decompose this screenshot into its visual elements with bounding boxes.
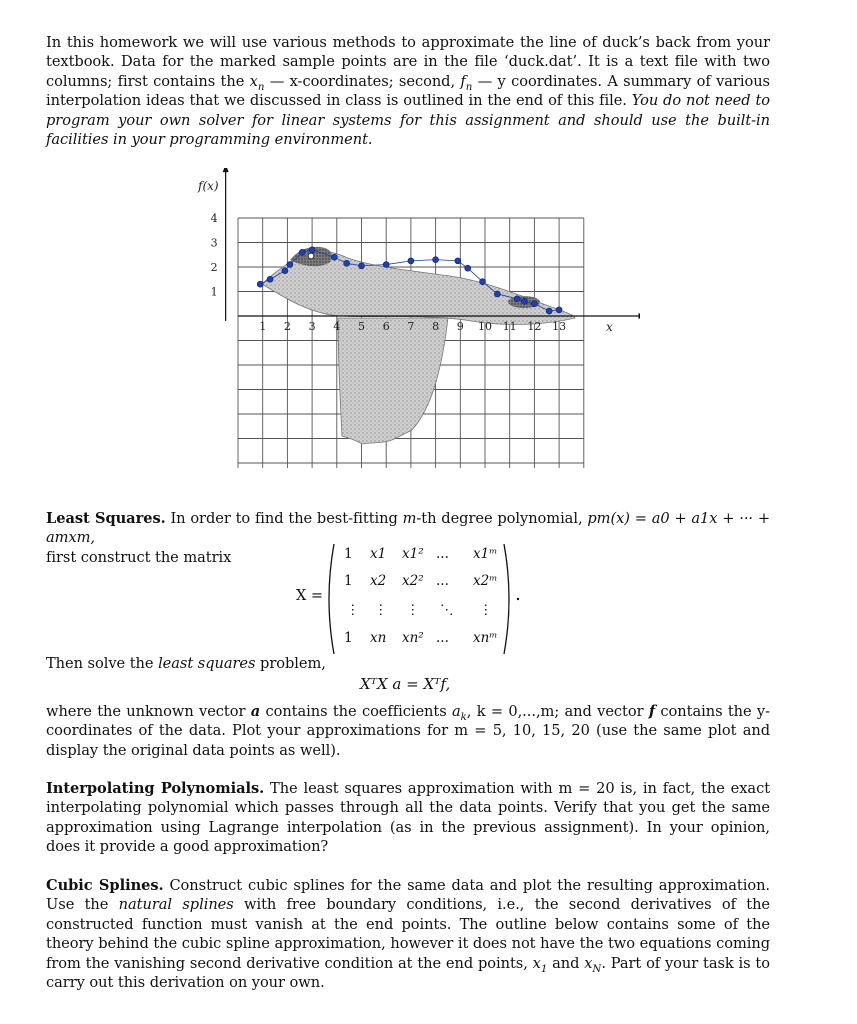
data-point	[514, 296, 520, 302]
matrix-r3c1: ⋮	[346, 602, 360, 618]
data-point	[359, 263, 365, 269]
ls-m: m	[402, 510, 417, 527]
cubic-text-3: with free boundary conditions, i.e., the second derivatives of the constructed function must vanish at the end points. The outline below contains some of the theory behind the cubic spline approximation, however it does not have the two equations coming from the vanishing second derivative condition at the end points,	[46, 896, 771, 972]
y-tick-label: 3	[210, 236, 218, 250]
data-point	[257, 281, 263, 287]
matrix-r1c5: x1ᵐ	[473, 546, 498, 562]
y-tick-label: 1	[210, 285, 218, 299]
x-tick-label: 4	[333, 320, 341, 333]
normal-equation: XᵀX a = Xᵀf,	[360, 675, 451, 693]
xN-symbol: $x_N$	[584, 954, 602, 975]
ls-text-3: first construct the matrix	[46, 548, 232, 566]
where-text-1: where the unknown vector	[46, 703, 251, 720]
x-tick-label: 2	[283, 320, 291, 333]
x-tick-label: 3	[308, 320, 316, 333]
ls-poly: pm(x) = a0 + a1x + ··· + amxm,	[46, 510, 770, 547]
x-tick-label: 10	[478, 320, 492, 333]
x-tick-label: 7	[407, 320, 415, 333]
ls-text-1: In order to find the best-fitting	[165, 510, 403, 527]
matrix-r2c1: 1	[344, 573, 353, 589]
matrix-r1c1: 1	[344, 546, 353, 562]
vector-a: a	[250, 703, 261, 720]
intro-text-2: — x-coordinates; second,	[264, 72, 461, 90]
fn-symbol: $f_n$	[460, 72, 473, 93]
data-point	[344, 260, 350, 266]
x-tick-label: 1	[259, 320, 267, 333]
interpolating-body: The least squares approximation with m = 20 is, in fact, the exact interpolating polynomial which passes through all the data points. Verify that you get the same approximation using Lagrange interpolation (as in the previous assignment). In your opinion, does it provide a good approximation?	[46, 780, 771, 856]
data-point	[433, 257, 439, 263]
x-tick-label: 8	[432, 320, 440, 333]
duck-plot	[190, 168, 640, 468]
data-point	[287, 262, 293, 268]
data-point	[309, 247, 315, 253]
intro-text-1: In this homework we will use various methods to approximate the line of duck’s back from your textbook. Data for the marked sample points are in the file ‘duck.dat’. It is a text file with two columns; first contains the	[46, 34, 770, 90]
data-point	[531, 301, 537, 307]
matrix-r3c5: ⋮	[479, 602, 493, 618]
where-text-2: contains the coefficients	[260, 703, 452, 720]
intro-paragraph	[46, 33, 770, 149]
matrix-r4c2: xn	[370, 630, 387, 646]
x-tick-label: 11	[502, 320, 517, 333]
matrix-r3c2: ⋮	[374, 602, 388, 618]
design-matrix	[290, 540, 530, 658]
x-tick-label: 5	[358, 320, 365, 333]
matrix-r4c4: ...	[436, 630, 449, 646]
xn-symbol: $x_n$	[249, 72, 265, 93]
matrix-r2c5: x2ᵐ	[473, 573, 498, 589]
data-point	[546, 308, 552, 314]
matrix-r1c2: x1	[370, 546, 387, 562]
cubic-text-4: and	[547, 954, 585, 972]
ls-text-2: -th degree polynomial,	[416, 510, 588, 527]
x-tick-label: 13	[552, 320, 567, 333]
x-tick-label: 12	[527, 320, 542, 333]
data-point	[556, 307, 562, 313]
duck-eye	[308, 253, 314, 259]
y-tick-label: 4	[210, 212, 218, 225]
cubic-splines-heading: Cubic Splines.	[46, 877, 164, 894]
interpolating-paragraph	[46, 779, 770, 857]
vector-f: f	[648, 703, 656, 720]
matrix-label: X =	[296, 588, 324, 604]
matrix-r4c1: 1	[344, 630, 353, 646]
matrix-r4c3: xn²	[402, 630, 424, 646]
matrix-r2c2: x2	[370, 573, 387, 589]
x1-symbol: $x_1$	[532, 954, 548, 975]
data-point	[282, 268, 288, 274]
data-point	[522, 298, 528, 304]
y-tick-label: 2	[210, 261, 218, 274]
data-point	[480, 279, 486, 285]
x-tick-label: 9	[456, 320, 464, 333]
matrix-r3c3: ⋮	[406, 602, 420, 618]
where-text-4: contains the y-coordinates of the data. Plot your approximations for m = 5, 10, 15, 20 (use the same plot and display the original data points as well).	[46, 703, 770, 759]
duck-wing	[338, 318, 448, 444]
cubic-text-2: natural splines	[118, 896, 234, 914]
then-paragraph	[46, 654, 770, 673]
matrix-r3c4: ⋱	[440, 602, 454, 618]
y-axis-arrow	[223, 168, 229, 172]
data-point	[383, 262, 389, 268]
x-axis-arrow	[639, 313, 640, 319]
data-point	[455, 258, 461, 264]
data-point	[267, 276, 273, 282]
data-point	[494, 291, 500, 297]
data-point	[408, 258, 414, 264]
matrix-r4c5: xnᵐ	[473, 630, 498, 646]
cubic-text-5: . Part of your task is to carry out this derivation on your own.	[46, 954, 770, 992]
data-point	[331, 254, 337, 260]
matrix-r2c3: x2²	[402, 573, 424, 589]
x-axis-label: x	[606, 320, 613, 334]
intro-note: You do not need to program your own solver for linear systems for this assignment and should use the built-in facilities in your programming environment.	[46, 92, 770, 149]
y-axis-label: f(x)	[198, 179, 219, 193]
then-text-1: Then solve the	[46, 655, 159, 672]
then-text-2: least squares	[158, 655, 256, 672]
matrix-r1c4: ...	[436, 546, 449, 562]
then-text-3: problem,	[255, 655, 326, 672]
coef-ak: $a_k$	[451, 703, 467, 723]
where-paragraph	[46, 702, 770, 760]
cubic-splines-paragraph	[46, 876, 770, 992]
data-point	[299, 249, 305, 255]
x-tick-label: 6	[382, 320, 390, 333]
interpolating-heading: Interpolating Polynomials.	[46, 780, 265, 797]
intro-text-3: — y coordinates. A summary of various interpolation ideas that we discussed in class is outlined in the end of this file.	[46, 72, 770, 110]
cubic-text-1: Construct cubic splines for the same data and plot the resulting approximation. Use the	[46, 877, 771, 914]
data-point	[465, 265, 471, 271]
where-text-3: , k = 0,...,m; and vector	[466, 703, 649, 720]
least-squares-heading: Least Squares.	[46, 510, 166, 527]
matrix-r1c3: x1²	[402, 546, 424, 562]
matrix-r2c4: ...	[436, 573, 449, 589]
duck-figure	[190, 168, 640, 472]
